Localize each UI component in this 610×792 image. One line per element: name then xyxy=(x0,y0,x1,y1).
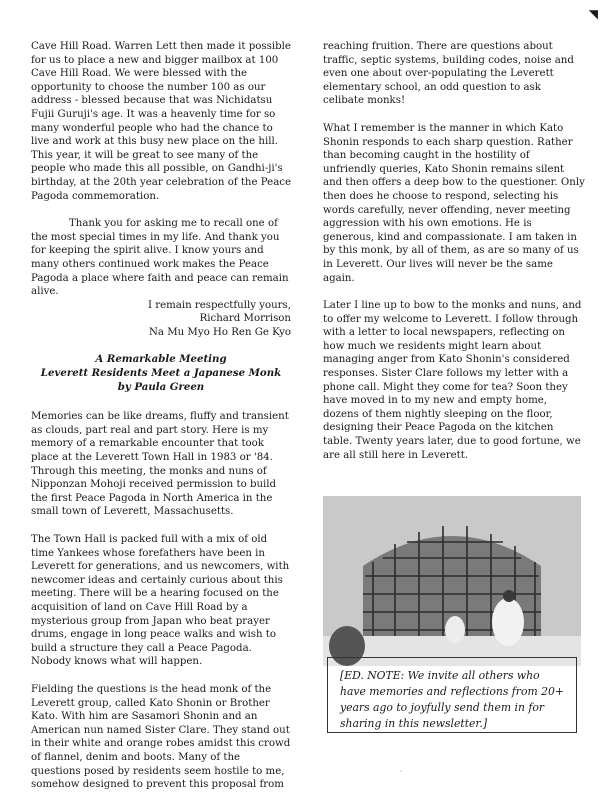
signature-block xyxy=(31,299,291,340)
right-column xyxy=(323,40,585,666)
editor-note-box xyxy=(327,657,577,733)
signature-name: Richard Morrison xyxy=(199,313,291,325)
paragraph-questions: Fielding the questions is the head monk of the Leverett group, called Kato Shonin or Brother Kato. With him are Sasamori Shonin and an American nun named Sister Clare. They stand out in their white and orange robes amidst this crowd of flannel, denim and boots. Many of the questions posed by residents seem hostile to me, somehow designed to prevent this proposal from xyxy=(31,683,291,791)
paragraph-cave-hill: Cave Hill Road. Warren Lett then made it possible for us to place a new and bigger mailbox at 100 Cave Hill Road. We were blessed with the opportunity to choose the number 100 as our address - blessed because that was Nichidatsu Fujii Guruji's age. It was a heavenly time for so many wonderful people who had the chance to live and work at this busy new place on the hill. This year, it will be great to see many of the people who made this all possible, on Gandhi-ji's birthday, at the 20th year celebration of the Peace Pagoda commemoration. xyxy=(31,41,291,202)
left-column xyxy=(31,40,291,792)
pagoda-construction-photo xyxy=(323,496,581,666)
article-byline: by Paula Green xyxy=(117,380,205,393)
editor-note-text: [ED. NOTE: We invite all others who have memories and reflections from 20+ years ago to joyfully send them in for sharing in this newsletter.] xyxy=(340,669,564,730)
paragraph-thank-you: Thank you for asking me to recall one of the most special times in my life. And thank you for keeping the spirit alive. I know yours and many others continued work makes the Peace Pagoda a place where faith and peace can remain alive. xyxy=(31,218,289,298)
paragraph-kato-shonin: What I remember is the manner in which Kato Shonin responds to each sharp question. Rather than becoming caught in the hostility of unfriendly queries, Kato Shonin remains silent and then offers a deep bow to the questioner. Only then does he choose to respond, selecting his words carefully, never offending, never meeting aggression with his own emotions. He is generous, kind and compassionate. I am taken in by this monk, by all of them, as are so many of us in Leverett. Our lives will never be the same again. xyxy=(323,122,585,284)
closing-line: I remain respectfully yours, xyxy=(147,299,291,311)
scan-speck: · xyxy=(400,767,403,777)
paragraph-reaching-fruition: reaching fruition. There are questions about traffic, septic systems, building codes, noise and even one about over-populating the Leverett elementary school, an odd question to ask celibate monks! xyxy=(323,41,574,107)
paragraph-memories: Memories can be like dreams, fluffy and transient as clouds, part real and part story. Here is my memory of a remarkable encounter that took place at the Leverett Town Hall in 1983 or '84. Through this meeting, the monks and nuns of Nipponzan Mohoji received permission to build the first Peace Pagoda in North America in the small town of Leverett, Massachusetts. xyxy=(31,411,289,518)
paragraph-line-up: Later I line up to bow to the monks and nuns, and to offer my welcome to Leverett. I follow through with a letter to local newspapers, reflecting on how much we residents might learn about managing anger from Kato Shonin's considered responses. Sister Clare follows my letter with a phone call. Might they come for tea? Soon they have moved in to my new and empty home, dozens of them nightly sleeping on the floor, designing their Peace Pagoda on the kitchen table. Twenty years later, due to good fortune, we are all still here in Leverett. xyxy=(323,300,582,461)
article-subtitle: Leverett Residents Meet a Japanese Monk xyxy=(40,367,282,380)
signature-chant: Na Mu Myo Ho Ren Ge Kyo xyxy=(148,326,291,338)
corner-mark: ◥ xyxy=(588,7,598,21)
paragraph-town-hall: The Town Hall is packed full with a mix of old time Yankees whose forefathers have been in Leverett for generations, and us newcomers, with newcomer ideas and certainly curious about this meeting. There will be a hearing focused on the acquisition of land on Cave Hill Road by a mysterious group from Japan who beat prayer drums, engage in long peace walks and wish to build a structure they call a Peace Pagoda. Nobody knows what will happen. xyxy=(31,534,290,668)
pagoda-scaffold-illustration xyxy=(323,496,581,666)
article-title: A Remarkable Meeting xyxy=(95,353,227,366)
article-headline xyxy=(31,353,291,394)
